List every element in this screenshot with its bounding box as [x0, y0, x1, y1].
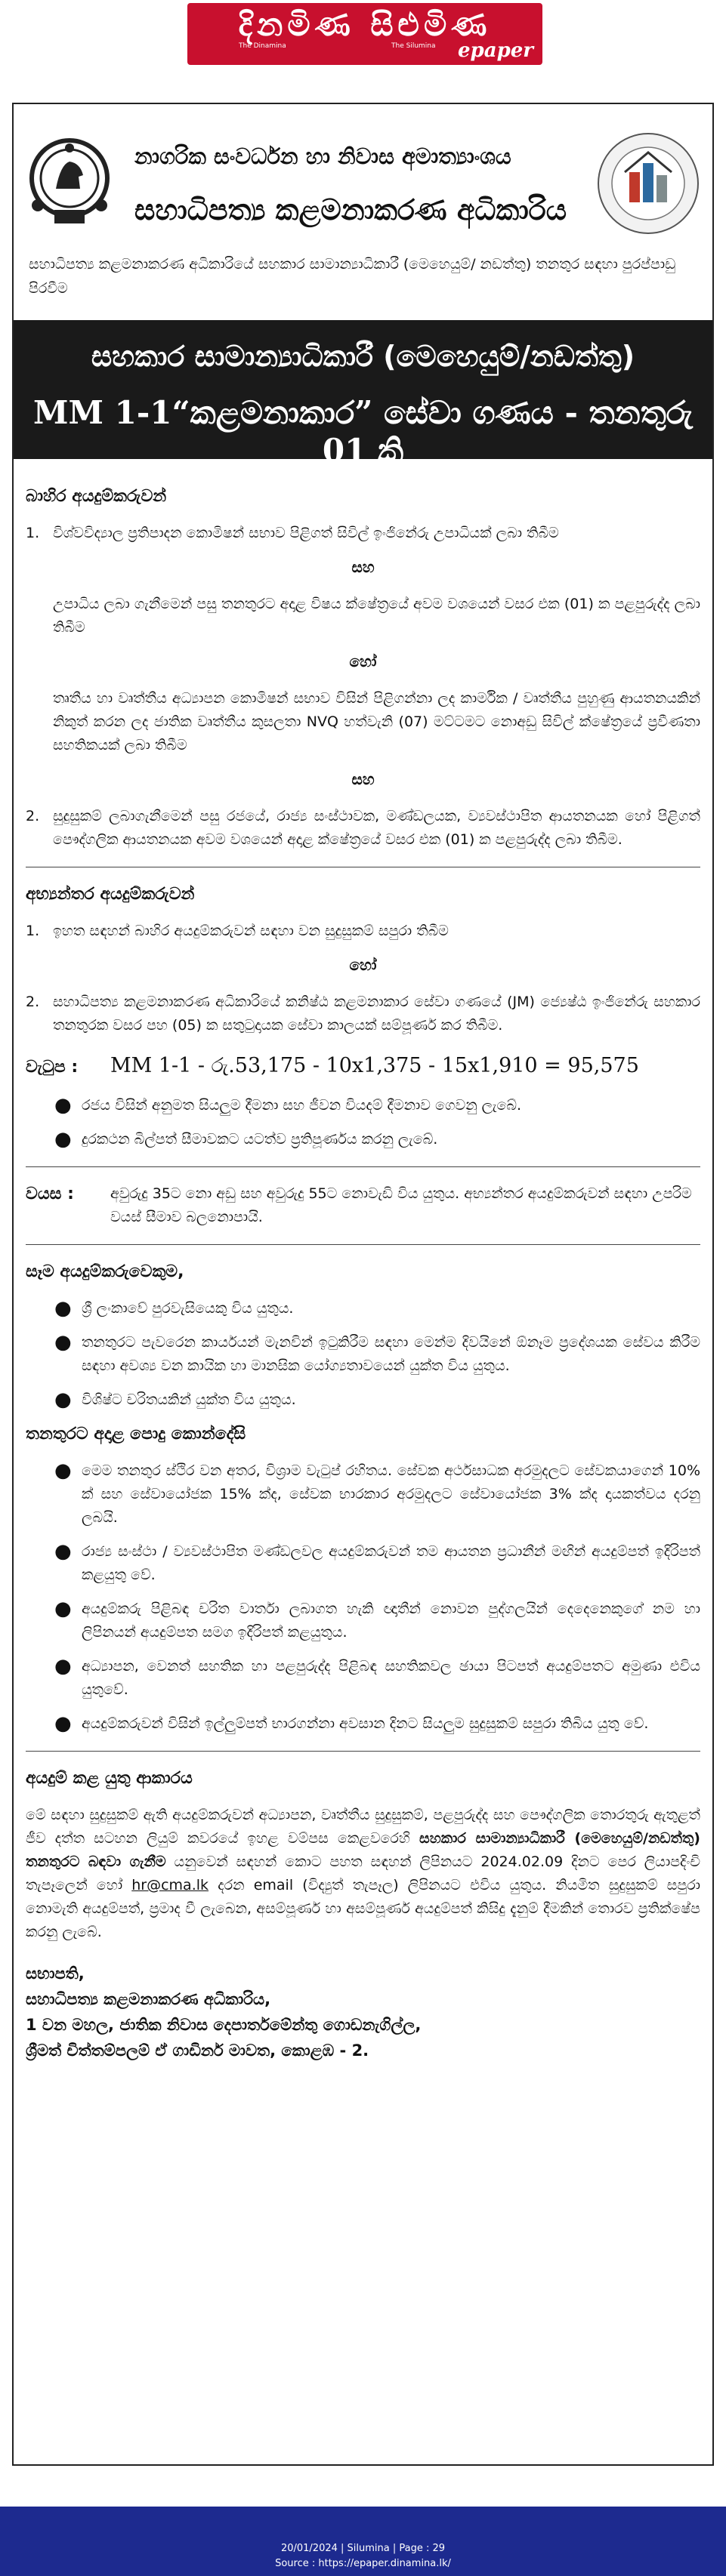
publication-info: 20/01/2024 | Silumina | Page : 29: [280, 2543, 446, 2554]
condition-text: අධ්‍යාපන, වෙනත් සහතික හා පළපුරුද්ද පිළිබඳ සහතිකවල ඡායා පිටපත් අයදුම්පතට අමුණා එවිය යුතුවේ.: [82, 1658, 700, 1698]
applicant-condition: [54, 1297, 700, 1320]
intro-text: සහාධිපත්‍ය කළමනාකරණ අධිකාරියේ සහකාර සාමාන්‍යාධිකාරී (මෙහෙයුම්/ නඩත්තු) තනතුර සඳහා පුරප්පාඩු පිරවීම: [29, 256, 676, 297]
applicant-condition: [54, 1388, 700, 1412]
bullet-icon: ●: [54, 1459, 72, 1482]
bullet-icon: ●: [54, 1540, 72, 1563]
external-applicants-heading: බාහිර අයදුම්කරුවන්: [26, 487, 167, 506]
internal-requirement-2: [26, 991, 700, 1037]
condition-text: රාජ්‍ය සංස්ථා / ව්‍යවස්ථාපිත මණ්ඩලවල අයදුම්කරුවන් තම ආයතන ප්‍රධානීන් මඟින් අයදුම්පත් ඉදිරිපත් කළයුතු වේ.: [82, 1543, 700, 1583]
condition-text: විශිෂ්ට චරිතයකින් යුක්ත විය යුතුය.: [82, 1391, 296, 1408]
masthead: [0, 0, 726, 72]
bullet-icon: ●: [54, 1297, 72, 1320]
newspaper-logo[interactable]: [187, 3, 542, 65]
salary-label: වැටුප :: [26, 1058, 79, 1077]
ministry-name: නාගරික සංවර්ධන හා නිවාස අමාත්‍යාංශය: [134, 143, 511, 169]
age-text: අවුරුදු 35ට නො අඩු සහ අවුරුදු 55ට නොවැඩි විය යුතුය. අභ්‍යන්තර අයදුම්කරුවන් සඳහා උපරිම වයස් සීමාව බලනොපායි.: [110, 1185, 692, 1225]
postal-address: [26, 1961, 700, 2063]
requirement-text: සුදුසුකම් ලබාගැනීමෙන් පසු රජයේ, රාජ්‍ය සංස්ථාවක, මණ්ඩලයක, ව්‍යවස්ථාපිත ආයතනයක හෝ පිළිගත් පෞද්ගලික ආයතනයක අවම වශයෙන් අදාළ ක්ෂේත්‍රයේ වසර එක (01) ක පළපුරුද්ද ලබා තිබීම.: [53, 808, 700, 848]
position-title: සහකාර සාමාන්‍යාධිකාරී (මෙහෙයුම්/නඩත්තු): [91, 340, 635, 373]
condition-text: අයදුම්කරුවන් විසින් ඉල්ලුම්පත් භාරගන්නා අවසාන දිනට සියලුම සුදුසුකම් සපුරා තිබිය යුතු වේ.: [82, 1715, 649, 1732]
email-link[interactable]: hr@cma.lk: [131, 1877, 209, 1893]
list-number: 1.: [26, 923, 40, 939]
salary-benefit: [54, 1128, 700, 1151]
condition-text: මෙම තනතුර ස්ථිර වන අතර, විශ්‍රාම වැටුප් රහිතය. සේවක අර්ථසාධක අරමුදලට සේවකයාගෙන් 10% ක් සහ සේවායෝජක 15% ක්ද, සේවක භාරකාර අරමුදලට සේවායෝජක 3% ක්ද දායකත්වය දරනු ලබයි.: [82, 1462, 700, 1526]
condition-text: තනතුරට පැවරෙන කාර්යයන් මැනවින් ඉටුකිරීම සඳහා මෙන්ම දිවයිනේ ඕනෑම ප්‍රදේශයක සේවය කිරීම සඳහා අවශ්‍ය වන කායික හා මානසික යෝග්‍යතාවයෙන් යුක්ත විය යුතුය.: [82, 1334, 700, 1374]
general-condition: [54, 1540, 700, 1587]
divider: [26, 1166, 700, 1167]
general-condition: [54, 1655, 700, 1702]
requirement-text: විශ්වවිද්‍යාල ප්‍රතිපාදන කොමිෂන් සභාව පිළිගත් සිවිල් ඉංජිනේරු උපාධියක් ලබා තිබීම: [53, 525, 559, 541]
applicant-condition: [54, 1331, 700, 1378]
source-link[interactable]: Source : https://epaper.dinamina.lk/: [275, 2558, 451, 2569]
condition-text: අයදුම්කරු පිළිබඳ චරිත වාර්තා ලබාගත හැකි ඥාතීන් නොවන පුද්ගලයින් දෙදෙනෙකුගේ නම හා ලිපිනයන් අයදුම්පත සමග ඉදිරිපත් කළයුතුය.: [82, 1601, 700, 1641]
requirement-text: සහාධිපත්‍ය කළමනාකරණ අධිකාරියේ කනිෂ්ඨ කළමනාකාර සේවා ගණයේ (JM) ජ්‍යෙෂ්ඨ ඉංජිනේරු සහකාර තනතුරක වසර පහ (05) ක සතුටුදායක සේවා කාලයක් සම්පූර්ණ කර තිබීම.: [53, 994, 700, 1034]
ad-body: [26, 477, 700, 2063]
general-condition: [54, 1712, 700, 1736]
nvq-requirement: තෘතීය හා වෘත්තීය අධ්‍යාපන කොමිෂන් සභාව විසින් පිළිගන්නා ලද කාර්මික / වෘත්තීය පුහුණු ආයතනයකින් නිකුත් කරන ලද ජාතික වෘත්තීය කුසලතා NVQ හත්වැනි (07) මට්ටමට නොඅඩු සිවිල් ක්ෂේත්‍රයේ ප්‍රවීණතා සහතිකයක් ලබා තිබීම: [53, 690, 700, 753]
epaper-label: epaper: [458, 39, 533, 62]
divider: [26, 1244, 700, 1245]
external-requirement-1: [26, 522, 700, 545]
requirement-text: ඉහත සඳහන් බාහිර අයදුම්කරුවන් සඳහා වන සුදුසුකම් සපුරා තිබීම: [53, 923, 449, 939]
internal-requirement-1: [26, 920, 700, 943]
list-number: 2.: [26, 994, 40, 1010]
logo-text: දිනමිණ සිළුමිණ: [238, 6, 492, 43]
apply-text-part: මේ සඳහා සුදුසුකම් ඇති අයදුම්කරුවන් අධ්‍යාපන, වෘත්තීය සුදුසුකම්, පළපුරුද්ද සහ පෞද්ගලික තොරතුරු ඇතුළත් ජීව දත්ත සටහන ලියුම් කවරයේ ඉහළ වම්පස කෙළවරෙහි: [26, 1807, 700, 1847]
bullet-icon: ●: [54, 1712, 72, 1735]
bullet-icon: ●: [54, 1094, 72, 1117]
benefit-text: දුරකථන බිල්පත් සීමාවකට යටත්ව ප්‍රතිපූර්ණය කරනු ලැබේ.: [82, 1131, 438, 1148]
logo-subtitle-left: The Dinamina: [239, 42, 286, 50]
national-emblem-icon: [24, 131, 115, 230]
apply-text-part: දරන email (විද්‍යුත් තැපෑල) ලිපිනයට එවිය යුතුය. නියමිත සුදුසුකම් සපුරා නොමැති අයදුම්පත්, ප්‍රමාද වී ලැබෙන, අසම්පූර්ණ හා අසම්පූර්ණ අයදුම්පත් කිසිදු දැනුම් දීමකින් තොරව ප්‍රතික්ෂේප කරනු ලැබේ.: [26, 1877, 700, 1940]
divider: [26, 1751, 700, 1752]
position-grade: MM 1-1“කළමනාකාර” සේවා ගණය - තනතුරු 01 කි: [33, 394, 693, 469]
address-line: සභාපති,: [26, 1964, 85, 1983]
general-condition: [54, 1598, 700, 1644]
benefit-text: රජය විසින් අනුමත සියලුම දීමනා සහ ජීවන වියදම් දීමනාව ගෙවනු ලැබේ.: [82, 1097, 522, 1114]
bullet-icon: ●: [54, 1331, 72, 1354]
how-to-apply-text: [26, 1804, 700, 1944]
experience-requirement: උපාධිය ලබා ගැනීමෙන් පසු තනතුරට අදාළ විෂය ක්ෂේත්‍රයේ අවම වශයෙන් වසර එක (01) ක පළපුරුද්ද ලබා තිබීම: [53, 596, 700, 636]
position-banner: [14, 320, 712, 469]
address-line: සහාධිපත්‍ය කළමනාකරණ අධිකාරිය,: [26, 1990, 271, 2008]
list-number: 2.: [26, 808, 40, 824]
address-line: ශ්‍රීමත් චිත්තම්පලම් ඒ ගාඩිනර් මාවත, කොළඹ - 2.: [26, 2041, 369, 2060]
internal-applicants-heading: අභ්‍යන්තර අයදුම්කරුවන්: [26, 885, 195, 904]
logo-subtitle-right: The Silumina: [391, 42, 436, 50]
vacancy-advertisement: [12, 103, 714, 2466]
salary-row: [26, 1054, 700, 1079]
conjunction-and: සහ: [351, 558, 375, 576]
salary-benefit: [54, 1094, 700, 1117]
how-to-apply-heading: අයදුම් කළ යුතු ආකාරය: [26, 1769, 193, 1788]
conjunction-or: හෝ: [349, 652, 377, 670]
general-condition: [54, 1459, 700, 1530]
bullet-icon: ●: [54, 1598, 72, 1620]
envelope-label: සහකාර සාමාන්‍යාධිකාරී (මෙහෙයුම්/නඩත්තු) තනතුරට බඳවා ගැනීම: [26, 1830, 700, 1870]
conjunction-and: සහ: [351, 770, 375, 788]
list-number: 1.: [26, 525, 40, 541]
bullet-icon: ●: [54, 1128, 72, 1151]
general-conditions-heading: තනතුරට අදාළ පොදු කොන්දේසි: [26, 1425, 246, 1444]
conjunction-or: හෝ: [349, 956, 377, 974]
external-requirement-2: [26, 805, 700, 852]
salary-scale: MM 1-1 - රු.53,175 - 10x1,375 - 15x1,910 = 95,575: [110, 1054, 639, 1077]
age-label: වයස :: [26, 1185, 74, 1203]
age-row: [26, 1182, 700, 1229]
address-line: 1 වන මහල, ජාතික නිවාස දෙපාර්තමේන්තු ගොඩනැගිල්ල,: [26, 2016, 422, 2034]
apply-text-part: යනුවෙන් සඳහන් කොට පහත සඳහන් ලිපිනයට 2024.02.09 දිනට පෙර ලියාපදිංචි තැපෑලෙන් හෝ: [26, 1853, 700, 1893]
authority-logo-icon: [595, 130, 702, 237]
every-applicant-heading: සෑම අයදුම්කරුවෙකුම,: [26, 1262, 184, 1281]
condition-text: ශ්‍රී ලංකාවේ පුරවැසියෙකු විය යුතුය.: [82, 1300, 294, 1317]
authority-name: සහාධිපත්‍ය කළමනාකරණ අධිකාරිය: [134, 193, 567, 226]
bullet-icon: ●: [54, 1388, 72, 1411]
bullet-icon: ●: [54, 1655, 72, 1678]
page-footer: [0, 2507, 726, 2576]
